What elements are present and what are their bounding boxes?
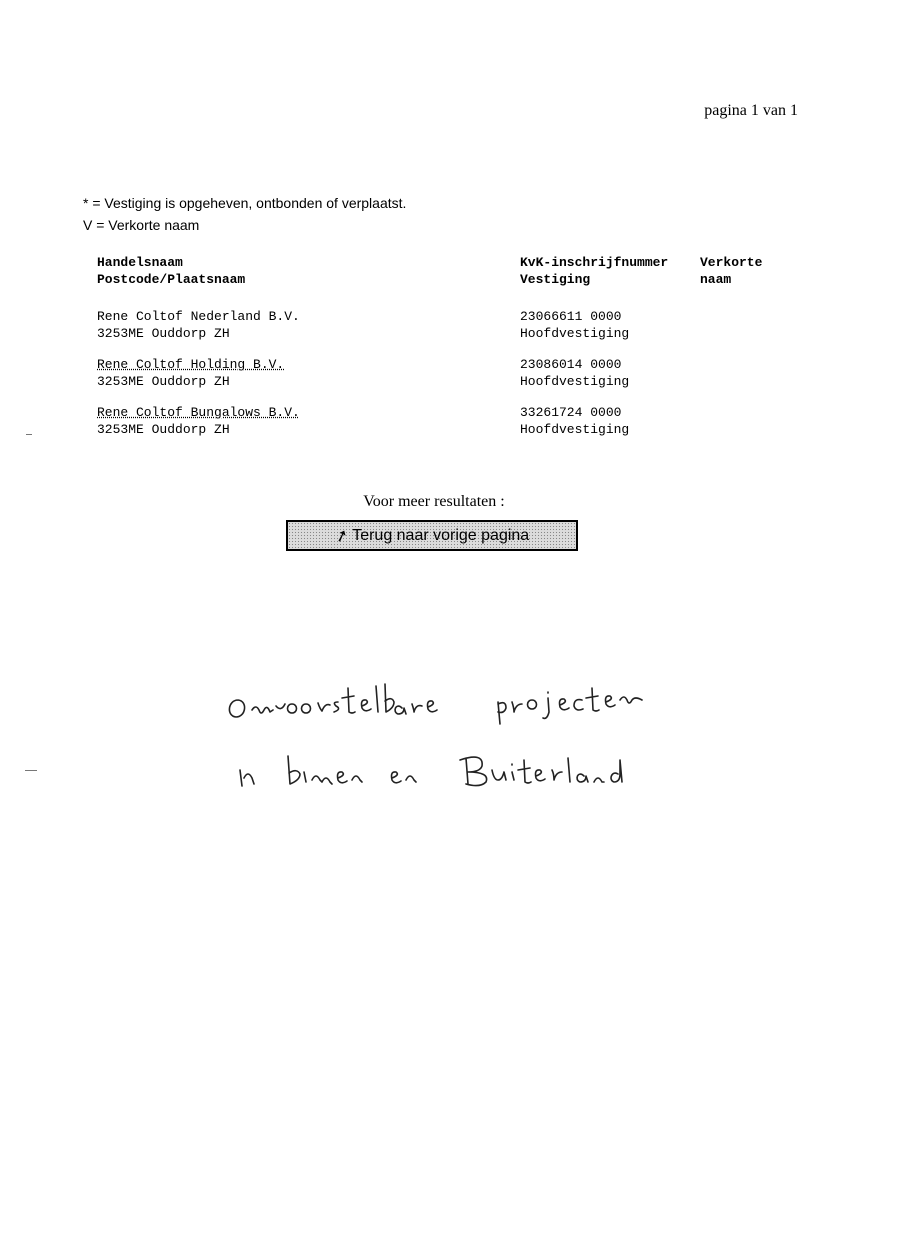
back-button-label: Terug naar vorige pagina [352,526,530,544]
kvk-number: 23086014 0000 [520,357,622,372]
header-kvk: KvK-inschrijfnummer [520,255,669,270]
legend-line-short-name: V = Verkorte naam [83,217,200,233]
vestiging-type: Hoofdvestiging [520,422,630,437]
header-verkorte: Verkorte [700,255,763,270]
kvk-number: 33261724 0000 [520,405,622,420]
company-name-link[interactable]: Rene Coltof Holding B.V. [97,357,285,372]
kvk-number: 23066611 0000 [520,309,622,324]
legend-line-closed: * = Vestiging is opgeheven, ontbonden of verplaatst. [83,195,407,211]
company-place: 3253ME Ouddorp ZH [97,326,230,341]
header-postcode: Postcode/Plaatsnaam [97,272,246,287]
header-vestiging: Vestiging [520,272,591,287]
more-results-label: Voor meer resultaten : [363,493,505,510]
arrow-icon: ➚ [332,525,351,547]
company-place: 3253ME Ouddorp ZH [97,374,230,389]
header-naam: naam [700,272,732,287]
company-name-link[interactable]: Rene Coltof Nederland B.V. [97,309,300,324]
page-number: pagina 1 van 1 [704,102,798,119]
header-handelsnaam: Handelsnaam [97,255,183,270]
company-place: 3253ME Ouddorp ZH [97,422,230,437]
vestiging-type: Hoofdvestiging [520,374,630,389]
company-name-link[interactable]: Rene Coltof Bungalows B.V. [97,405,300,420]
vestiging-type: Hoofdvestiging [520,326,630,341]
